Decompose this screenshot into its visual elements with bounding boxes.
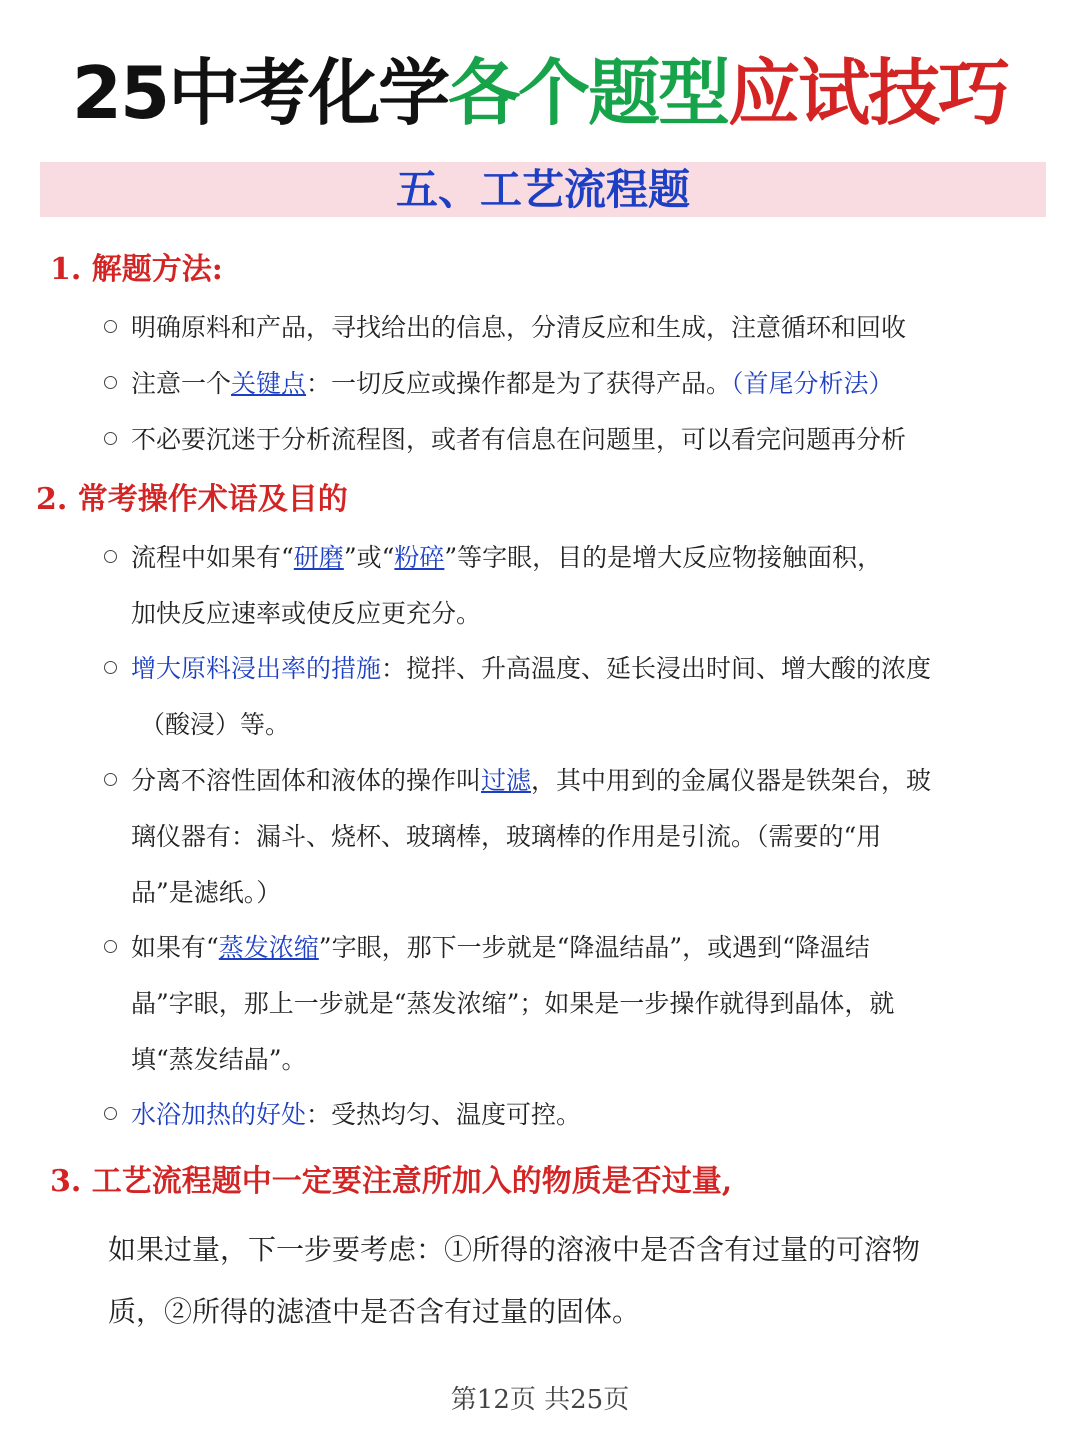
bullet-icon <box>104 1107 117 1120</box>
keyword-link[interactable]: 粉碎 <box>394 543 445 572</box>
item-text: 如果有“ <box>131 933 219 962</box>
item-text: ：搅拌、升高温度、延长浸出时间、增大酸的浓度 <box>381 654 932 683</box>
item-continuation: 璃仪器有：漏斗、烧杯、玻璃棒，玻璃棒的作用是引流。（需要的“用 <box>131 822 882 851</box>
section-3-heading: 3. 工艺流程题中一定要注意所加入的物质是否过量, <box>50 1164 733 1199</box>
title-part-red: 应试技巧 <box>728 51 1009 135</box>
item-keyword: 水浴加热的好处 <box>131 1100 307 1129</box>
item-continuation: 品”是滤纸。） <box>131 878 282 907</box>
section-1-heading: 1. 解题方法: <box>50 252 223 287</box>
item-text: ”等字眼，目的是增大反应物接触面积， <box>444 543 883 572</box>
item-text: 流程中如果有“ <box>131 543 294 572</box>
keyword-link[interactable]: 蒸发浓缩 <box>218 933 319 962</box>
item-text: ”或“ <box>343 543 395 572</box>
item-text: ：受热均匀、温度可控。 <box>306 1100 582 1129</box>
list-item <box>104 1097 581 1133</box>
keyword-link[interactable]: 研磨 <box>293 543 344 572</box>
item-text: ：一切反应或操作都是为了获得产品。 <box>306 369 732 398</box>
bullet-icon <box>104 376 117 389</box>
keyword-link[interactable]: 关键点 <box>231 369 307 398</box>
item-text: ”字眼，那下一步就是“降温结晶”，或遇到“降温结 <box>318 933 870 962</box>
list-item <box>104 422 906 458</box>
bullet-icon <box>104 320 117 333</box>
list-item <box>104 651 931 687</box>
section-3-paragraph-line: 如果过量，下一步要考虑：①所得的溶液中是否含有过量的可溶物 <box>108 1233 921 1266</box>
list-item <box>104 763 931 799</box>
item-text: 明确原料和产品，寻找给出的信息，分清反应和生成，注意循环和回收 <box>131 313 907 342</box>
item-continuation: 晶”字眼，那上一步就是“蒸发浓缩”；如果是一步操作就得到晶体，就 <box>131 989 895 1018</box>
item-continuation: 填“蒸发结晶”。 <box>131 1045 307 1074</box>
bullet-icon <box>104 550 117 563</box>
item-note: （首尾分析法） <box>731 369 894 398</box>
bullet-icon <box>104 940 117 953</box>
keyword-link[interactable]: 过滤 <box>481 766 532 795</box>
item-continuation: （酸浸）等。 <box>140 710 291 739</box>
bullet-icon <box>104 661 117 674</box>
list-item <box>104 310 906 346</box>
item-continuation: 加快反应速率或使反应更充分。 <box>131 599 482 628</box>
bullet-icon <box>104 773 117 786</box>
section-banner <box>40 162 1046 217</box>
list-item <box>104 540 882 576</box>
page-number: 第12页 共25页 <box>450 1385 630 1415</box>
item-text: 注意一个 <box>131 369 232 398</box>
section-3-paragraph-line: 质，②所得的滤渣中是否含有过量的固体。 <box>108 1295 641 1328</box>
section-2-heading: 2. 常考操作术语及目的 <box>36 482 348 517</box>
title-part-green: 各个题型 <box>448 51 729 135</box>
title-part-black: 25中考化学 <box>71 51 449 135</box>
banner-text: 五、工艺流程题 <box>395 165 690 214</box>
list-item <box>104 366 894 402</box>
item-text: 不必要沉迷于分析流程图，或者有信息在问题里，可以看完问题再分析 <box>131 425 907 454</box>
bullet-icon <box>104 432 117 445</box>
list-item <box>104 930 870 966</box>
item-keyword: 增大原料浸出率的措施 <box>131 654 382 683</box>
page-title <box>0 38 1080 148</box>
item-text: 分离不溶性固体和液体的操作叫 <box>131 766 482 795</box>
item-text: ，其中用到的金属仪器是铁架台，玻 <box>531 766 932 795</box>
